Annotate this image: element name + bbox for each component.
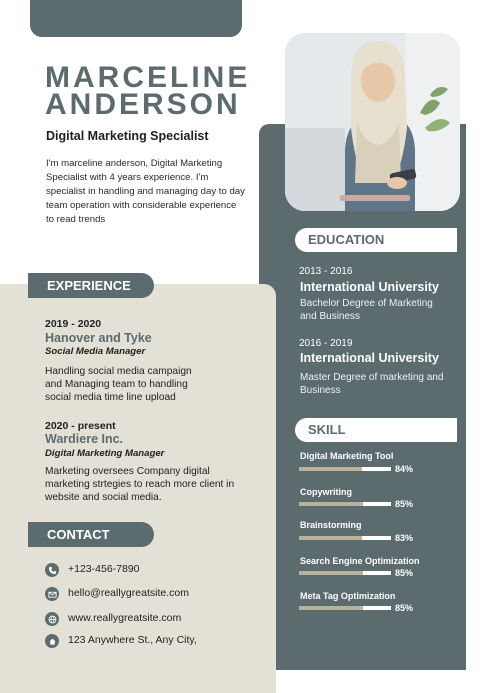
skill-2-bar-fill [299,502,363,506]
experience-2-years: 2020 - present [45,420,116,432]
contact-heading: CONTACT [28,522,154,547]
experience-1-description: Handling social media campaign and Managing team to handling social media time line upload [45,366,192,403]
skill-1-bar-fill [299,467,362,471]
profile-photo [285,33,460,211]
skill-5-bar [299,606,391,610]
education-2-degree: Master Degree of marketing and Business [300,372,444,396]
education-2-school: International University [300,351,439,365]
education-1-years: 2013 - 2016 [299,266,353,277]
experience-1-role: Social Media Manager [45,346,146,357]
experience-2-description: Marketing oversees Company digital marketing strtegies to reach more client in website and social media. [45,466,235,503]
skill-5-percent: 85% [395,603,414,613]
skill-1-percent: 84% [395,464,414,474]
experience-heading: EXPERIENCE [28,273,154,298]
skill-3-percent: 83% [395,533,414,543]
skill-3-name: Brainstorming [300,520,362,530]
skill-5-name: Meta Tag Optimization [300,591,396,601]
skill-1-name: Digital Marketing Tool [300,451,394,461]
contact-website: www.reallygreatsite.com [68,612,182,624]
education-2-years: 2016 - 2019 [299,338,353,349]
contact-email: hello@reallygreatsite.com [68,587,189,599]
job-title: Digital Marketing Specialist [46,129,209,143]
phone-icon [45,563,59,577]
last-name: ANDERSON [45,88,241,121]
globe-icon [45,612,59,626]
skill-2-name: Copywriting [300,487,352,497]
skill-3-bar [299,536,391,540]
experience-1-years: 2019 - 2020 [45,318,102,330]
contact-address: 123 Anywhere St., Any City, [68,634,197,646]
candidate-name [45,61,251,121]
skill-4-percent: 85% [395,568,414,578]
skill-3-bar-fill [299,536,362,540]
experience-2-company: Wardiere Inc. [45,432,124,446]
education-1-degree: Bachelor Degree of Marketing and Business [300,298,433,322]
education-1-school: International University [300,280,439,294]
skill-1-bar [299,467,391,471]
experience-2-role: Digital Marketing Manager [45,448,165,459]
skill-4-name: Search Engine Optimization [300,556,420,566]
education-heading: EDUCATION [295,228,457,252]
about-text: I'm marceline anderson, Digital Marketing Specialist with 4 years experience. I'm specialist in handling and managing day to day team operation with considerable experience to read trends [46,158,245,225]
home-icon [45,634,59,648]
header-accent-bar [30,0,242,37]
email-icon [45,587,59,601]
skill-2-bar [299,502,391,506]
skill-heading: SKILL [295,418,457,442]
first-name: MARCELINE [45,61,251,94]
contact-phone: +123-456-7890 [68,563,140,575]
skill-4-bar [299,571,391,575]
experience-1-company: Hanover and Tyke [45,331,152,345]
skill-5-bar-fill [299,606,363,610]
profile-photo-illustration [285,33,460,211]
skill-2-percent: 85% [395,499,414,509]
skill-4-bar-fill [299,571,363,575]
